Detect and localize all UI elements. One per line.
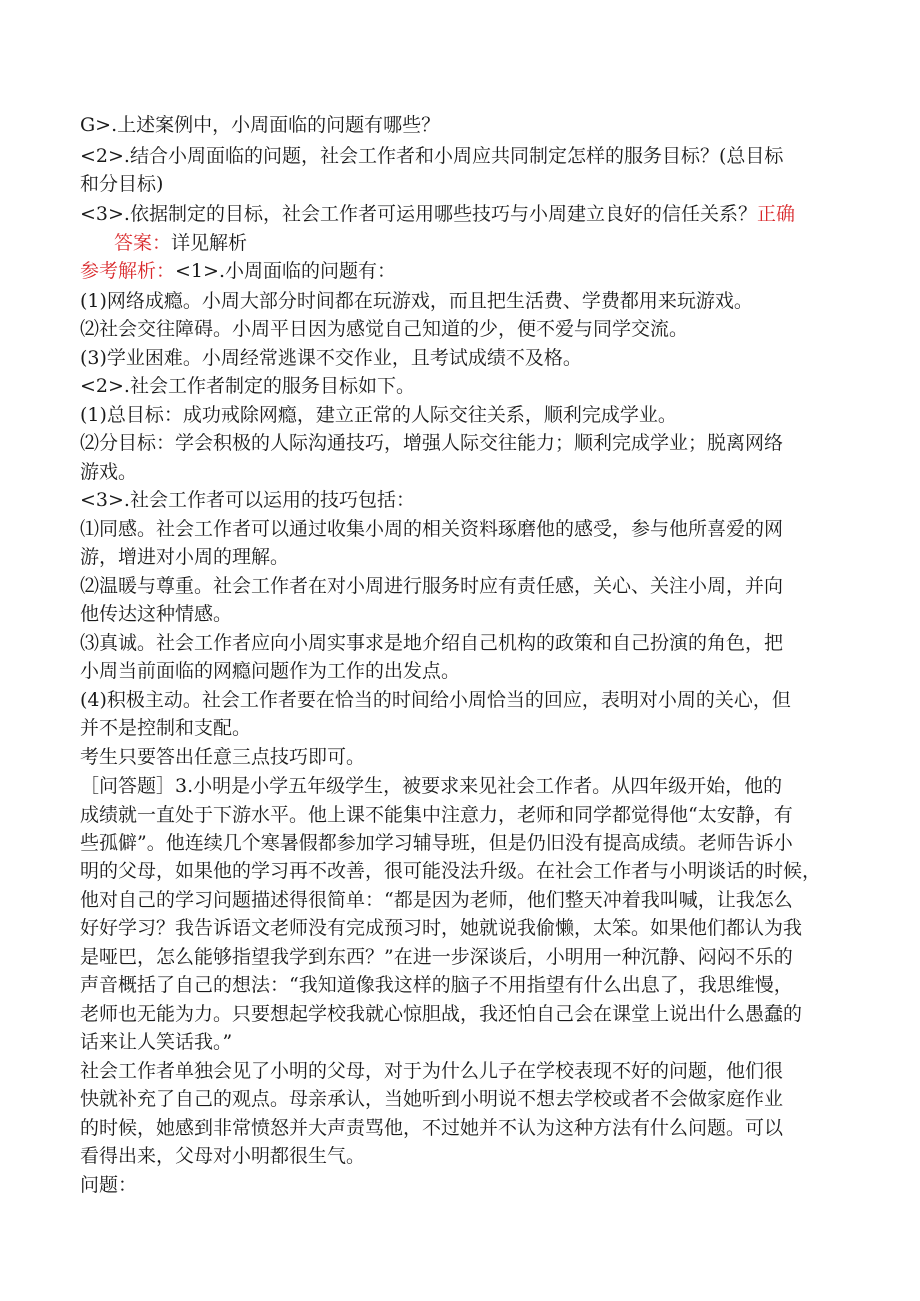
analysis-line: (3)学业困难。小周经常逃课不交作业，且考试成绩不及格。 (80, 347, 582, 369)
analysis-line: 他传达这种情感。 (80, 603, 233, 625)
analysis-line: 并不是控制和支配。 (80, 717, 252, 739)
reference-analysis-label: 参考解析： (80, 260, 176, 282)
question-3-line: 声音概括了自己的想法：“我知道像我这样的脑子不用指望有什么出息了，我思维慢， (80, 974, 793, 996)
analysis-line: 小周当前面临的网瘾问题作为工作的出发点。 (80, 660, 461, 682)
question-3-prompt: 问题： (80, 1174, 138, 1196)
correct-answer-label-cont: 答案： (114, 232, 172, 254)
question-3-line: 快就补充了自己的观点。母亲承认，当她听到小明说不想去学校或者不会做家庭作业 (80, 1088, 784, 1110)
analysis-line: (1)网络成瘾。小周大部分时间都在玩游戏，而且把生活费、学费都用来玩游戏。 (80, 290, 753, 312)
correct-answer-line (114, 229, 874, 257)
question-3-line: 些孤僻”。他连续几个寒暑假都参加学习辅导班，但是仍旧没有提高成绩。老师告诉小 (80, 832, 793, 854)
reference-analysis-heading (80, 257, 840, 285)
question-3-line: 老师也无能为力。只要想起学校我就心惊胆战，我还怕自己会在课堂上说出什么愚蠢的 (80, 1003, 803, 1025)
analysis-line: <3>.社会工作者可以运用的技巧包括： (80, 489, 415, 511)
analysis-line: (1)总目标：成功戒除网瘾，建立正常的人际交往关系，顺利完成学业。 (80, 404, 677, 426)
question-item-1: G>.上述案例中，小周面临的问题有哪些？ (80, 114, 441, 136)
analysis-line: ⑶真诚。社会工作者应向小周实事求是地介绍自己机构的政策和自己扮演的角色，把 (80, 632, 784, 654)
analysis-line: 考生只要答出任意三点技巧即可。 (80, 746, 366, 768)
question-3-line: 明的父母，如果他的学习再不改善，很可能没法升级。在社会工作者与小明谈话的时候， (80, 860, 822, 882)
question-3-line: 成绩就一直处于下游水平。他上课不能集中注意力，老师和同学都觉得他“太安静，有 (80, 804, 793, 826)
question-3-line: ［问答题］3.小明是小学五年级学生，被要求来见社会工作者。从四年级开始，他的 (80, 775, 783, 797)
analysis-line: ⑵温暖与尊重。社会工作者在对小周进行服务时应有责任感，关心、关注小周，并向 (80, 575, 784, 597)
question-item-3 (80, 200, 840, 228)
analysis-line: 游，增进对小周的理解。 (80, 546, 290, 568)
question-3-line: 他对自己的学习问题描述得很简单：“都是因为老师，他们整天冲着我叫喊，让我怎么 (80, 889, 793, 911)
reference-analysis-intro: <1>.小周面临的问题有： (175, 260, 396, 282)
correct-answer-label: 正确 (756, 203, 795, 225)
question-item-2: <2>.结合小周面临的问题，社会工作者和小周应共同制定怎样的服务目标？(总目标 (80, 145, 784, 167)
analysis-line: ⑴同感。社会工作者可以通过收集小周的相关资料琢磨他的感受，参与他所喜爱的网 (80, 518, 784, 540)
question-item-3-text: <3>.依据制定的目标，社会工作者可运用哪些技巧与小周建立良好的信任关系？ (80, 203, 757, 225)
analysis-line: ⑵社会交往障碍。小周平日因为感觉自己知道的少，便不爱与同学交流。 (80, 318, 689, 340)
question-item-2-cont: 和分目标) (80, 173, 164, 195)
question-3-line: 社会工作者单独会见了小明的父母，对于为什么儿子在学校表现不好的问题，他们很 (80, 1060, 784, 1082)
question-3-line: 是哑巴，怎么能够指望我学到东西？”在进一步深谈后，小明用一种沉静、闷闷不乐的 (80, 946, 793, 968)
question-3-line: 的时候，她感到非常愤怒并大声责骂他，不过她并不认为这种方法有什么问题。可以 (80, 1117, 784, 1139)
question-3-line: 话来让人笑话我。” (80, 1031, 233, 1053)
question-3-line: 好好学习？我告诉语文老师没有完成预习时，她就说我偷懒，太笨。如果他们都认为我 (80, 917, 803, 939)
analysis-line: (4)积极主动。社会工作者要在恰当的时间给小周恰当的回应，表明对小周的关心，但 (80, 689, 791, 711)
question-3-line: 看得出来，父母对小明都很生气。 (80, 1145, 366, 1167)
analysis-line: <2>.社会工作者制定的服务目标如下。 (80, 375, 415, 397)
correct-answer-value: 详见解析 (171, 232, 248, 254)
analysis-line: 游戏。 (80, 461, 138, 483)
analysis-line: ⑵分目标：学会积极的人际沟通技巧，增强人际交往能力；顺利完成学业；脱离网络 (80, 432, 784, 454)
